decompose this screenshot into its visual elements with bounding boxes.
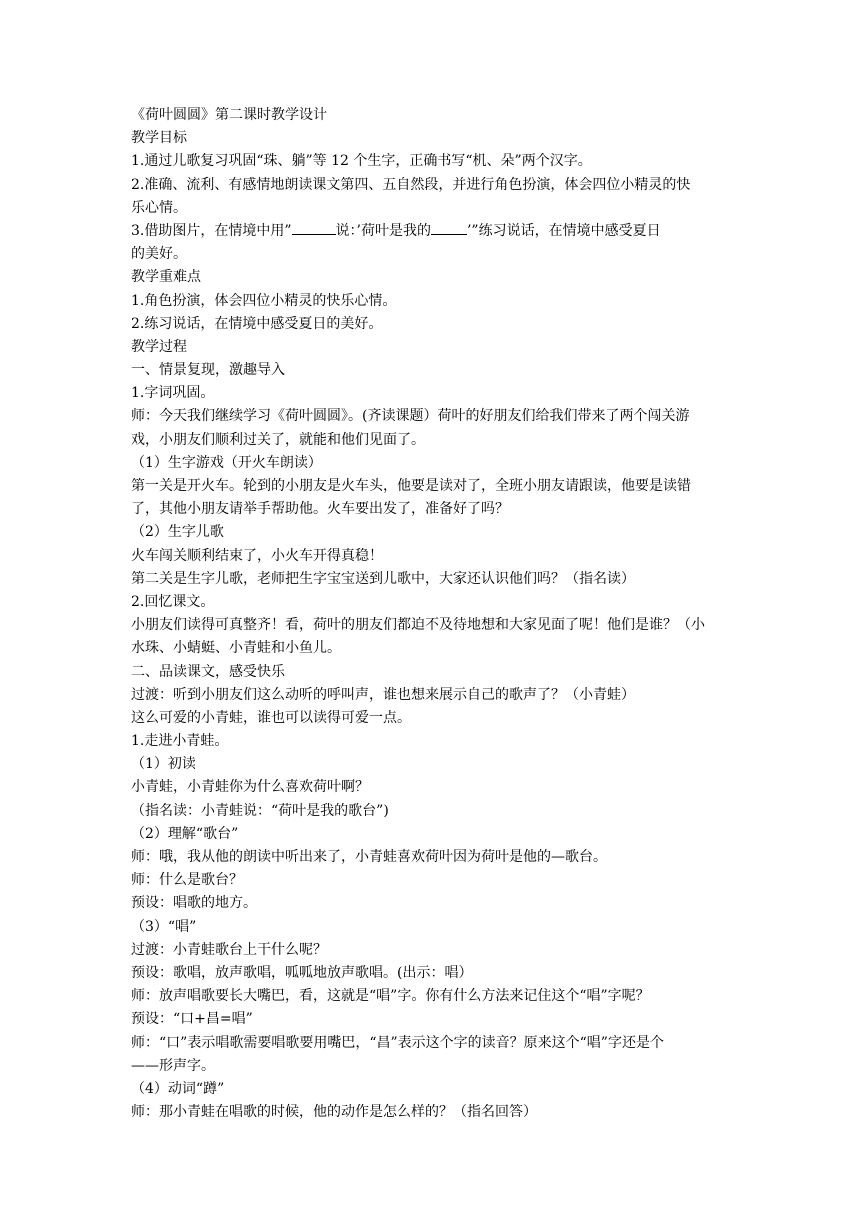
paragraph-3: 火车闯关顺利结束了，小火车开得真稳！ [131, 547, 383, 564]
paragraph-1-line-2: 戏，小朋友们顺利过关了，就能和他们见面了。 [131, 431, 425, 448]
goal-3-part-2: 说：’荷叶是我的 [335, 222, 431, 239]
paragraph-4: 第二关是生字儿歌，老师把生字宝宝送到儿歌中，大家还认识他们吗？（指名读） [131, 570, 635, 587]
section-2-heading: 二、品读课文，感受快乐 [131, 663, 285, 680]
key-point-2: 2.练习说话，在情境中感受夏日的美好。 [131, 315, 383, 332]
paragraph-12: 预设：唱歌的地方。 [131, 895, 257, 912]
key-point-1: 1.角色扮演，体会四位小精灵的快乐心情。 [131, 292, 397, 309]
goal-3-part-1: 3.借助图片，在情境中用” [131, 222, 292, 239]
paragraph-2-line-2: 了，其他小朋友请举手帮助他。火车要出发了，准备好了吗？ [131, 501, 509, 518]
subheading-3: （1）初读 [131, 756, 196, 773]
goal-3-line-2: 的美好。 [131, 246, 187, 263]
document-page [131, 104, 731, 1124]
goals-heading: 教学目标 [131, 130, 187, 147]
paragraph-15: 师：放声唱歌要长大嘴巴，看，这就是“唱”字。你有什么方法来记住这个“唱”字呢？ [131, 988, 650, 1005]
paragraph-10: 师：哦，我从他的朗读中听出来了，小青蛙喜欢荷叶因为荷叶是他的—歌台。 [131, 849, 607, 865]
paragraph-5-line-2: 水珠、小蜻蜓、小青蛙和小鱼儿。 [131, 640, 341, 657]
document-title: 《荷叶圆圆》第二课时教学设计 [131, 107, 327, 123]
paragraph-7: 这么可爱的小青蛙，谁也可以读得可爱一点。 [131, 709, 411, 726]
paragraph-1-line-1: 师：今天我们继续学习《荷叶圆圆》。(齐读课题）荷叶的好朋友们给我们带来了两个闯关游 [131, 408, 690, 425]
goal-1: 1.通过儿歌复习巩固“珠、躺”等 12 个生字，正确书写“机、朵”两个汉字。 [131, 153, 592, 170]
goal-2-line-2: 乐心情。 [131, 199, 187, 216]
section-1-heading: 一、情景复现，激趣导入 [131, 362, 285, 379]
subheading-2: （2）生字儿歌 [131, 524, 224, 541]
fill-blank-2 [431, 220, 467, 235]
paragraph-14: 预设：歌唱，放声歌唱，呱呱地放声歌唱。(出示：唱） [131, 964, 473, 981]
section-1-item-2: 2.回忆课文。 [131, 593, 215, 610]
paragraph-2-line-1: 第一关是开火车。轮到的小朋友是火车头，他要是读对了，全班小朋友请跟读，他要是读错 [131, 478, 691, 494]
key-points-heading: 教学重难点 [131, 269, 201, 286]
process-heading: 教学过程 [131, 338, 187, 355]
section-2-item-1: 1.走进小青蛙。 [131, 733, 229, 750]
subheading-1: （1）生字游戏（开火车朗读） [131, 454, 322, 471]
section-1-item-1: 1.字词巩固。 [131, 385, 215, 402]
goal-2-line-1: 2.准确、流利、有感情地朗读课文第四、五自然段，并进行角色扮演，体会四位小精灵的快 [131, 176, 691, 193]
fill-blank-1 [292, 220, 336, 235]
paragraph-16: 预设：“口+昌=唱” [131, 1011, 253, 1028]
subheading-5: （3）“唱” [131, 918, 197, 935]
goal-3-part-3: ’”练习说话，在情境中感受夏日 [466, 222, 661, 239]
paragraph-17-line-2: ——形声字。 [131, 1057, 215, 1074]
paragraph-5-line-1: 小朋友们读得可真整齐！看，荷叶的朋友们都迫不及待地想和大家见面了呢！他们是谁？（小 [131, 617, 705, 634]
goal-3-line-1 [131, 220, 731, 243]
paragraph-18: 师：那小青蛙在唱歌的时候，他的动作是怎么样的？（指名回答） [131, 1104, 537, 1121]
subheading-6: （4）动词“蹲” [131, 1080, 225, 1097]
paragraph-17-line-1: 师：“口”表示唱歌需要唱歌要用嘴巴，“昌”表示这个字的读音？原来这个“唱”字还是个 [131, 1034, 664, 1051]
paragraph-8: 小青蛙，小青蛙你为什么喜欢荷叶啊？ [131, 779, 369, 796]
paragraph-9: （指名读：小青蛙说：“荷叶是我的歌台”) [131, 802, 389, 819]
paragraph-6: 过渡：听到小朋友们这么动听的呼叫声，谁也想来展示自己的歌声了？（小青蛙） [131, 686, 635, 703]
paragraph-11: 师：什么是歌台？ [131, 872, 243, 889]
subheading-4: （2）理解“歌台” [131, 825, 239, 842]
paragraph-13: 过渡：小青蛙歌台上干什么呢？ [131, 941, 327, 958]
